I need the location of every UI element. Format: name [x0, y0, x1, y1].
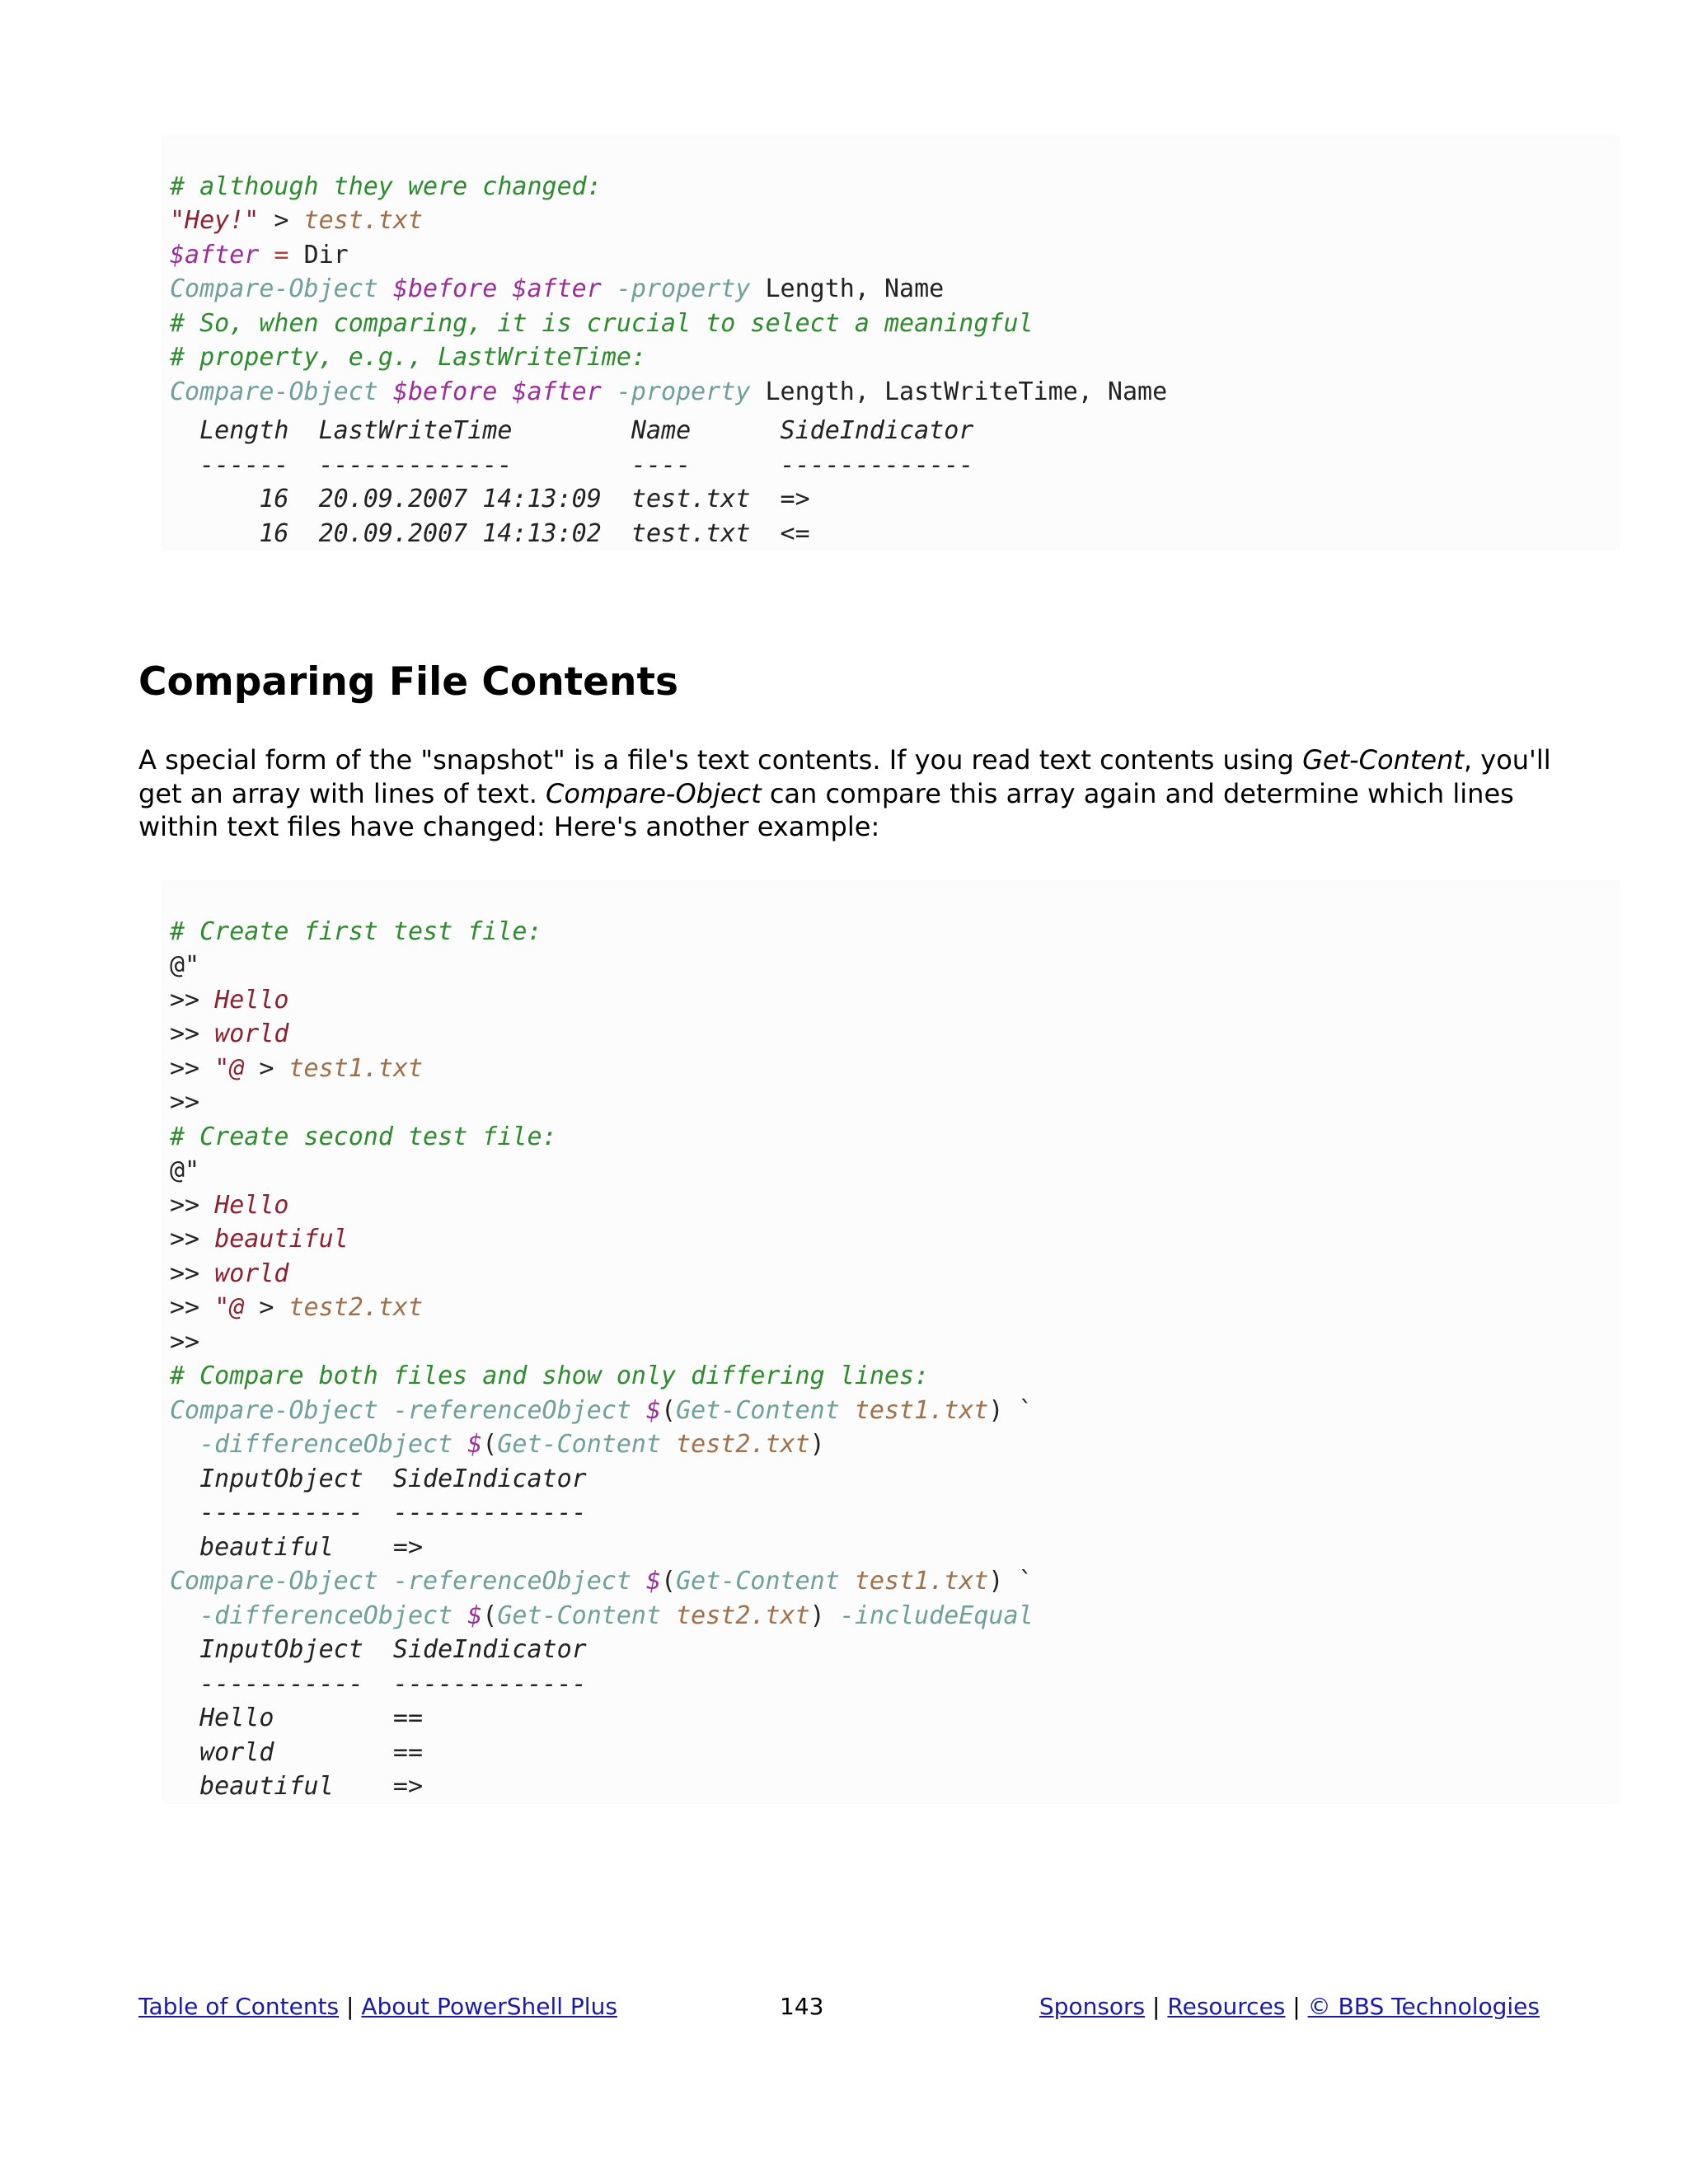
code-string: "Hey!" [170, 206, 260, 235]
code-parameter: -property [616, 377, 751, 406]
bbs-technologies-link[interactable]: © BBS Technologies [1307, 1993, 1540, 2020]
code-paren: ) ` [988, 1395, 1034, 1425]
code-comment: # So, when comparing, it is crucial to select a meaningful [170, 308, 1034, 338]
about-powershell-plus-link[interactable]: About PowerShell Plus [361, 1993, 617, 2020]
page-footer [138, 1993, 1540, 2029]
output-rule [170, 1496, 1620, 1530]
code-operator: = [259, 240, 304, 269]
code-line [170, 340, 1620, 375]
sponsors-link[interactable]: Sponsors [1039, 1993, 1146, 2020]
output-row [170, 1736, 1620, 1770]
output-row [170, 517, 1620, 551]
code-comment: # Create second test file: [170, 1122, 557, 1151]
code-parameter: -differenceObject [199, 1430, 453, 1459]
code-line [170, 915, 1620, 949]
code-line [170, 375, 1620, 410]
footer-separator: | [1145, 1993, 1168, 2020]
output-row [170, 1769, 1620, 1804]
code-text: Dir [303, 240, 349, 269]
code-line [170, 1564, 1620, 1599]
output-text: beautiful => [170, 1772, 424, 1801]
code-text: Length, LastWriteTime, Name [765, 377, 1168, 406]
output-text: ----------- ------------- [170, 1498, 587, 1527]
code-paren: ( [482, 1601, 498, 1630]
code-variable: $before [392, 377, 498, 406]
output-header [170, 1462, 1620, 1497]
paragraph-emphasis: Get-Content [1302, 744, 1464, 776]
output-text: Hello == [170, 1704, 424, 1732]
output-text: world == [170, 1737, 424, 1767]
code-line [170, 983, 1620, 1018]
output-text: ----------- ------------- [170, 1669, 587, 1699]
code-line [170, 1359, 1620, 1394]
code-variable: $before [392, 274, 498, 303]
code-string: Hello [214, 1190, 289, 1220]
code-string: "@ [214, 1053, 245, 1083]
code-operator: > [259, 206, 304, 235]
output-text: beautiful => [170, 1532, 424, 1562]
code-cmdlet: Get-Content [497, 1430, 662, 1459]
code-operator: > [244, 1293, 289, 1322]
code-line [170, 238, 1620, 273]
body-paragraph [138, 743, 1556, 844]
code-line [170, 1394, 1620, 1428]
paragraph-text: , you'll get an array with lines of text. [138, 744, 1551, 809]
code-operator: > [244, 1053, 289, 1083]
code-cmdlet: Get-Content [497, 1601, 662, 1630]
code-subexpression: $ [645, 1567, 662, 1596]
code-paren: ) [809, 1601, 825, 1630]
code-text: Length, Name [765, 274, 945, 303]
output-text: InputObject SideIndicator [170, 1635, 587, 1664]
code-string: world [214, 1258, 289, 1288]
page-number: 143 [780, 1993, 824, 2020]
output-rule [170, 1667, 1620, 1702]
code-parameter: -differenceObject [199, 1601, 453, 1630]
paragraph-text: A special form of the "snapshot" is a file's text contents. If you read text contents using [138, 744, 1303, 776]
output-row [170, 1530, 1620, 1565]
code-cmdlet: Compare-Object [170, 377, 378, 406]
output-text: InputObject SideIndicator [170, 1464, 587, 1493]
code-comment: # Compare both files and show only differing lines: [170, 1361, 930, 1390]
code-filename: test1.txt [854, 1395, 989, 1425]
code-line [170, 1325, 1620, 1360]
table-of-contents-link[interactable]: Table of Contents [138, 1993, 340, 2020]
code-line [170, 272, 1620, 307]
code-prompt: >> [170, 1053, 215, 1083]
code-cmdlet: Get-Content [676, 1567, 840, 1596]
code-cmdlet: Compare-Object [170, 274, 378, 303]
code-filename: test1.txt [854, 1567, 989, 1596]
code-paren: ) [809, 1430, 825, 1459]
code-filename: test2.txt [676, 1601, 810, 1630]
output-text: ------ ------------- ---- ------------- [170, 450, 974, 480]
code-prompt: >> [170, 1258, 215, 1288]
code-subexpression: $ [467, 1601, 483, 1630]
code-variable: $after [170, 240, 260, 269]
code-line [170, 1599, 1620, 1633]
paragraph-emphasis: Compare-Object [546, 777, 762, 809]
code-subexpression: $ [645, 1395, 662, 1425]
code-cmdlet: Compare-Object [170, 1567, 378, 1596]
footer-left-links [138, 1993, 617, 2020]
code-comment: # property, e.g., LastWriteTime: [170, 343, 646, 372]
code-prompt: >> [170, 1019, 215, 1048]
section-heading: Comparing File Contents [138, 659, 678, 705]
code-line [170, 1052, 1620, 1086]
code-paren: ( [661, 1395, 677, 1425]
code-filename: test2.txt [676, 1430, 810, 1459]
output-row [170, 482, 1620, 517]
code-prompt: >> [170, 1293, 215, 1322]
code-filename: test.txt [303, 206, 424, 235]
output-header [170, 1633, 1620, 1667]
output-header [170, 414, 1620, 448]
code-line [170, 1017, 1620, 1052]
code-line [170, 1257, 1620, 1291]
paragraph-text: can compare this array again and determine which lines within text files have changed: Here's another example: [138, 777, 1514, 842]
code-paren: ( [661, 1567, 677, 1596]
code-prompt: >> [170, 1225, 215, 1254]
code-prompt: >> [170, 1190, 215, 1220]
code-line [170, 1291, 1620, 1325]
code-string: world [214, 1019, 289, 1048]
code-cmdlet: Compare-Object [170, 1395, 378, 1425]
code-string: "@ [214, 1293, 245, 1322]
output-rule [170, 448, 1620, 483]
code-line [170, 1427, 1620, 1462]
code-string: beautiful [214, 1225, 349, 1254]
footer-right-links [1039, 1993, 1540, 2020]
code-here-string-start: @" [170, 951, 200, 980]
footer-separator: | [1285, 1993, 1308, 2020]
resources-link[interactable]: Resources [1167, 1993, 1286, 2020]
output-row [170, 1701, 1620, 1736]
code-cmdlet: Get-Content [676, 1395, 840, 1425]
footer-separator: | [339, 1993, 362, 2020]
output-text: 16 20.09.2007 14:13:02 test.txt <= [170, 518, 810, 548]
code-paren: ( [482, 1430, 498, 1459]
code-string: Hello [214, 985, 289, 1015]
code-filename: test2.txt [288, 1293, 424, 1322]
code-line [170, 1154, 1620, 1188]
code-filename: test1.txt [288, 1053, 424, 1083]
code-parameter: -includeEqual [839, 1601, 1034, 1630]
code-line [170, 1222, 1620, 1257]
code-line [170, 1188, 1620, 1223]
output-text: Length LastWriteTime Name SideIndicator [170, 416, 974, 445]
code-line [170, 170, 1620, 204]
code-prompt: >> [170, 985, 215, 1015]
code-line [170, 1120, 1620, 1155]
code-line [170, 307, 1620, 341]
code-prompt: >> [170, 1327, 200, 1357]
code-comment: # Create first test file: [170, 916, 542, 946]
code-variable: $after [512, 377, 602, 406]
code-parameter: -referenceObject [392, 1567, 631, 1596]
code-line [170, 204, 1620, 238]
code-block-2 [162, 880, 1620, 1804]
code-comment: # although they were changed: [170, 171, 602, 201]
code-parameter: -property [616, 274, 751, 303]
output-text: 16 20.09.2007 14:13:09 test.txt => [170, 485, 810, 513]
code-line [170, 1085, 1620, 1120]
code-variable: $after [512, 274, 602, 303]
code-prompt: >> [170, 1088, 200, 1117]
code-block-1 [162, 135, 1620, 551]
code-here-string-start: @" [170, 1156, 200, 1185]
code-paren: ) ` [988, 1567, 1034, 1596]
code-parameter: -referenceObject [392, 1395, 631, 1425]
code-subexpression: $ [467, 1430, 483, 1459]
code-line [170, 949, 1620, 983]
